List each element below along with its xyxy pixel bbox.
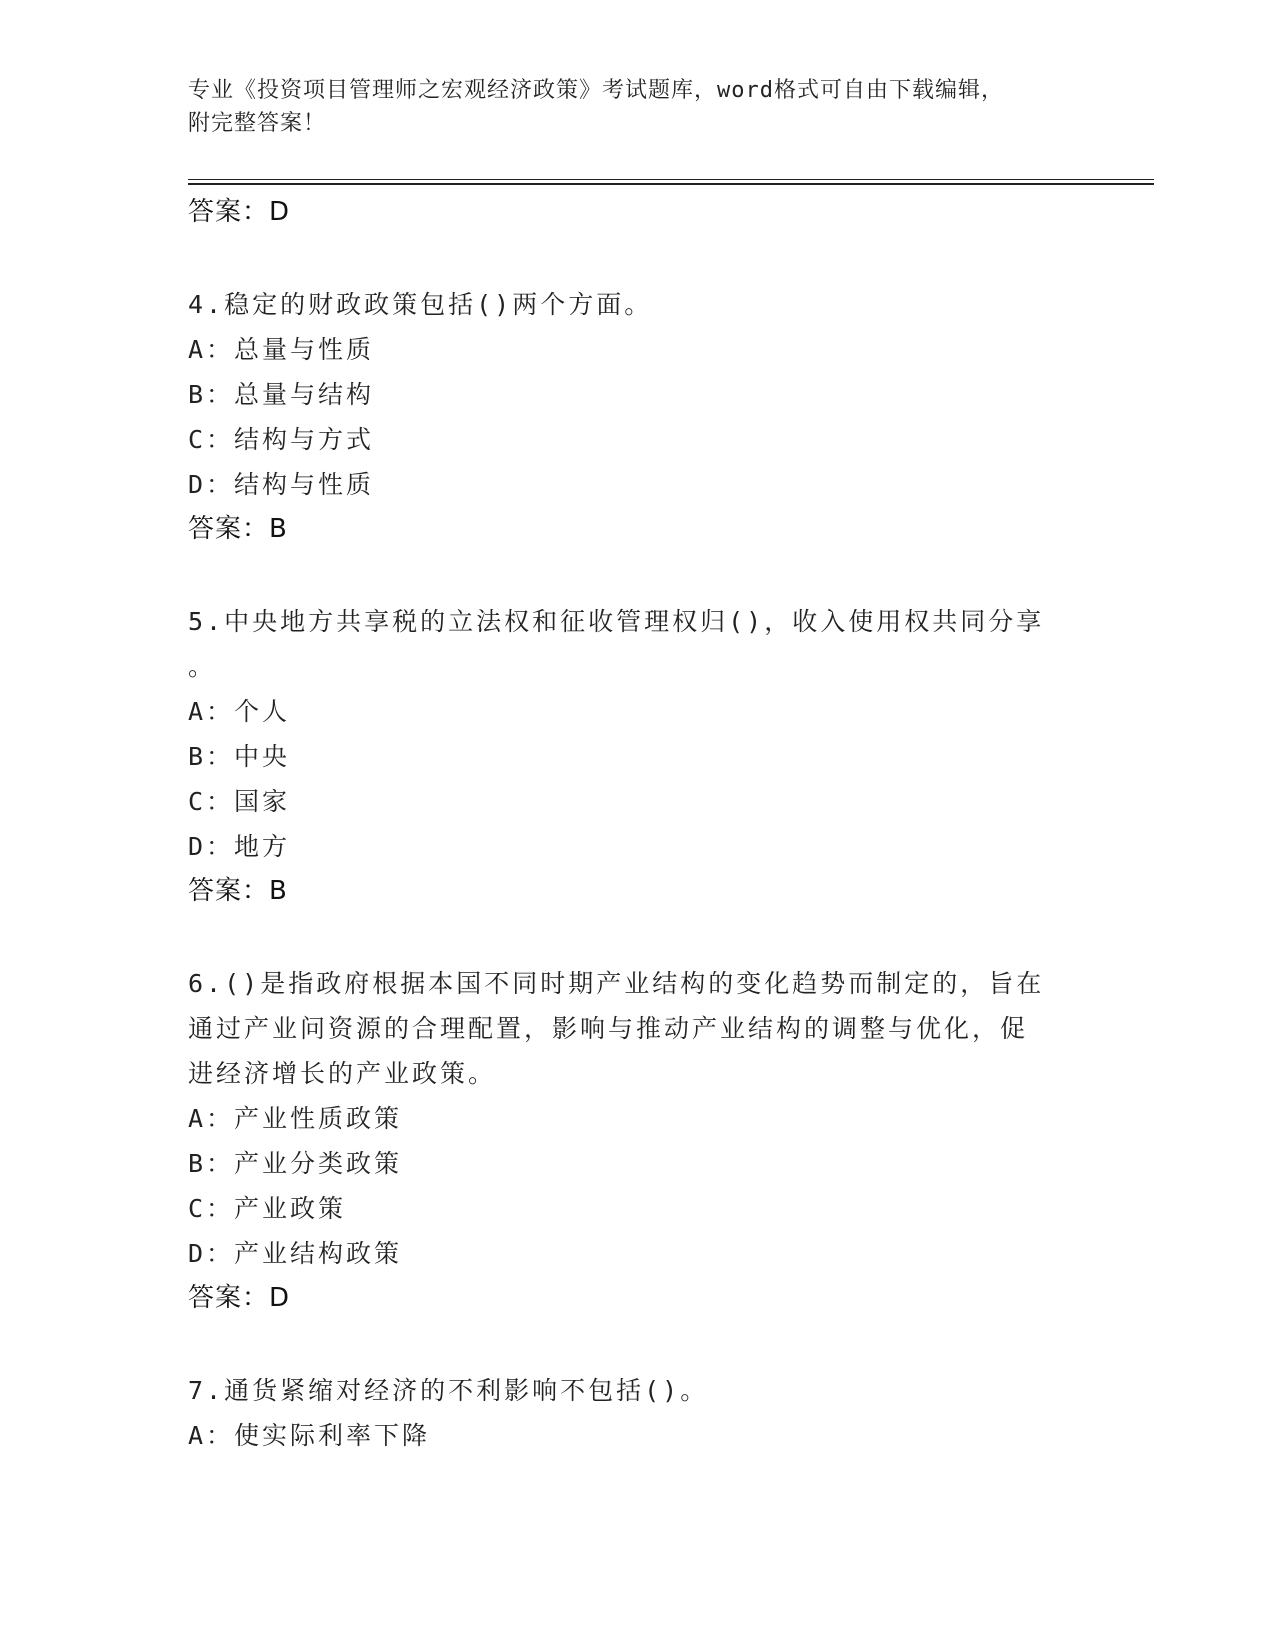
option-key: A： xyxy=(188,1421,235,1450)
option-b xyxy=(188,734,1088,779)
answer-label: 答案：B xyxy=(188,876,288,906)
option-text: 结构与方式 xyxy=(234,425,375,454)
option-b xyxy=(188,1141,1088,1186)
option-d xyxy=(188,1231,1088,1276)
option-text: 产业性质政策 xyxy=(234,1104,403,1133)
option-key: D： xyxy=(188,832,235,861)
option-a xyxy=(188,689,1088,734)
option-key: D： xyxy=(188,1239,235,1268)
option-b xyxy=(188,372,1088,417)
option-key: B： xyxy=(188,380,235,409)
option-text: 结构与性质 xyxy=(234,470,375,499)
question-stem: 6.()是指政府根据本国不同时期产业结构的变化趋势而制定的，旨在 xyxy=(188,969,1045,998)
question-stem-continued: 。 xyxy=(188,652,217,681)
option-text: 国家 xyxy=(234,787,291,816)
option-key: D： xyxy=(188,470,235,499)
document-header xyxy=(188,74,1088,140)
question-stem: 7.通货紧缩对经济的不利影响不包括()。 xyxy=(188,1376,709,1405)
header-divider-thin xyxy=(188,179,1154,180)
option-c xyxy=(188,417,1088,462)
option-c xyxy=(188,779,1088,824)
question-stem: 5.中央地方共享税的立法权和征收管理权归()，收入使用权共同分享 xyxy=(188,607,1045,636)
header-divider-thick xyxy=(188,183,1154,185)
answer-label: 答案：D xyxy=(188,1283,291,1313)
option-key: A： xyxy=(188,1104,235,1133)
question-4 xyxy=(188,282,1088,552)
question-list xyxy=(188,190,1088,1458)
option-text: 地方 xyxy=(234,832,291,861)
option-text: 总量与性质 xyxy=(234,335,375,364)
option-a xyxy=(188,327,1088,372)
question-stem: 4.稳定的财政政策包括()两个方面。 xyxy=(188,290,653,319)
header-line-2: 附完整答案！ xyxy=(188,111,327,136)
option-text: 产业政策 xyxy=(234,1194,347,1223)
question-6 xyxy=(188,961,1088,1321)
option-a xyxy=(188,1413,1088,1458)
option-text: 总量与结构 xyxy=(234,380,375,409)
option-a xyxy=(188,1096,1088,1141)
option-key: B： xyxy=(188,1149,235,1178)
question-5 xyxy=(188,599,1088,914)
question-stem-continued: 进经济增长的产业政策。 xyxy=(188,1059,497,1088)
option-text: 个人 xyxy=(234,697,291,726)
option-key: C： xyxy=(188,425,235,454)
question-stem-continued: 通过产业问资源的合理配置，影响与推动产业结构的调整与优化，促 xyxy=(188,1014,1029,1043)
option-key: A： xyxy=(188,335,235,364)
option-c xyxy=(188,1186,1088,1231)
option-key: B： xyxy=(188,742,235,771)
question-7 xyxy=(188,1368,1088,1458)
option-key: C： xyxy=(188,1194,235,1223)
option-text: 产业分类政策 xyxy=(234,1149,403,1178)
header-line-1: 专业《投资项目管理师之宏观经济政策》考试题库，word格式可自由下载编辑， xyxy=(188,78,1004,103)
option-text: 中央 xyxy=(234,742,291,771)
option-key: A： xyxy=(188,697,235,726)
option-text: 使实际利率下降 xyxy=(234,1421,431,1450)
answer-label: 答案：D xyxy=(188,197,291,227)
option-key: C： xyxy=(188,787,235,816)
answer-label: 答案：B xyxy=(188,514,288,544)
option-d xyxy=(188,462,1088,507)
option-d xyxy=(188,824,1088,869)
option-text: 产业结构政策 xyxy=(234,1239,403,1268)
